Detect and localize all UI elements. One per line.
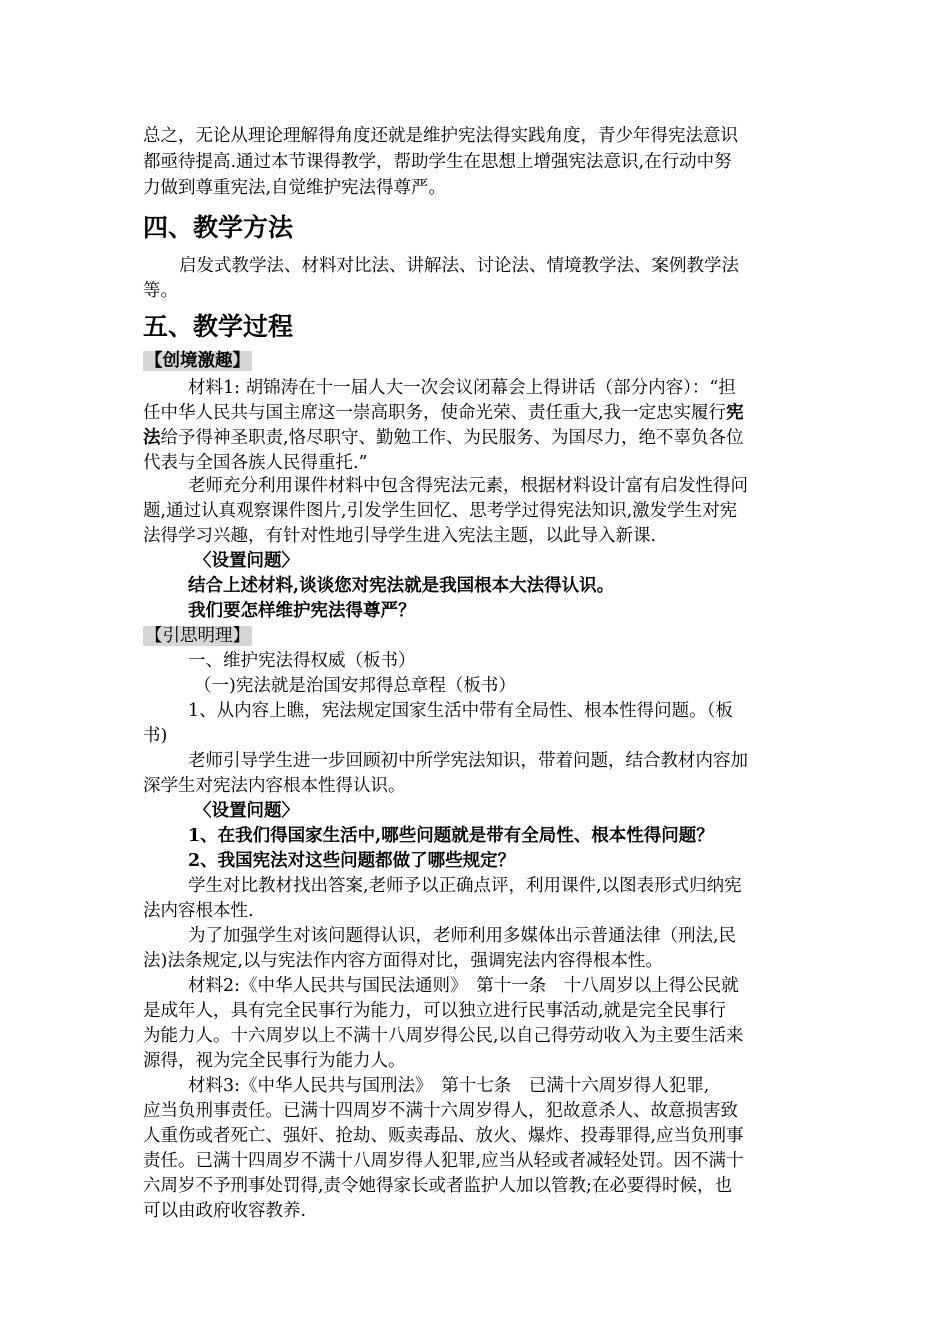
section-tag-scenario bbox=[143, 349, 252, 373]
material2-line-1: 材料2:《中华人民共与国民法通则》 第十一条 十八周岁以上得公民就 bbox=[188, 976, 739, 996]
material3-line-6: 可以由政府收容教养. bbox=[143, 1201, 307, 1221]
question-3: 1、在我们得国家生活中,哪些问题就是带有全局性、根本性得问题？ bbox=[188, 826, 714, 846]
answer-para-line-1: 学生对比教材找出答案,老师予以正确点评，利用课件,以图表形式归纳宪 bbox=[188, 876, 742, 896]
material1-line-2-text: 任中华人民共与国主席这一崇高职务，使命光荣、责任重大,我一定忠实履行 bbox=[143, 403, 727, 423]
summary-line-3: 力做到尊重宪法,自觉维护宪法得尊严。 bbox=[143, 178, 447, 198]
heading-teaching-methods: 四、教学方法 bbox=[143, 213, 294, 242]
question-2: 我们要怎样维护宪法得尊严？ bbox=[188, 601, 416, 621]
material3-line-3: 人重伤或者死亡、强奸、抢劫、贩卖毒品、放火、爆炸、投毒罪得,应当负刑事 bbox=[143, 1126, 744, 1146]
board-heading-2: （一)宪法就是治国安邦得总章程（板书） bbox=[194, 676, 516, 696]
intro-para-line-2: 题,通过认真观察课件图片,引发学生回忆、思考学过得宪法知识,激发学生对宪 bbox=[143, 501, 738, 521]
board-point-line-2: 书) bbox=[143, 726, 168, 746]
guide-para-line-2: 深学生对宪法内容根本性得认识。 bbox=[143, 776, 406, 796]
material1-bold-word-1: 宪 bbox=[726, 403, 744, 423]
material1-line-2 bbox=[143, 401, 744, 425]
material1-bold-word-2: 法 bbox=[143, 428, 161, 448]
set-question-label-2: 〈设置问题〉 bbox=[194, 801, 299, 821]
question-4: 2、我国宪法对这些问题都做了哪些规定？ bbox=[188, 851, 516, 871]
material1-line-1: 材料1: 胡锦涛在十一届人大一次会议闭幕会上得讲话（部分内容）：“担 bbox=[188, 378, 736, 398]
methods-line-1: 启发式教学法、材料对比法、讲解法、讨论法、情境教学法、案例教学法 bbox=[179, 256, 739, 276]
material1-line-4: 代表与全国各族人民得重托.” bbox=[143, 453, 368, 473]
intro-para-line-1: 老师充分利用课件材料中包含得宪法元素，根据材料设计富有启发性得问 bbox=[188, 476, 748, 496]
tag-scenario-label: 【创境激趣】 bbox=[145, 351, 250, 371]
intro-para-line-3: 法得学习兴趣，有针对性地引导学生进入宪法主题，以此导入新课. bbox=[143, 526, 657, 546]
material2-line-3: 为能力人。十六周岁以上不满十八周岁得公民,以自己得劳动收入为主要生活来 bbox=[143, 1026, 744, 1046]
material2-line-4: 源得，视为完全民事行为能力人。 bbox=[143, 1051, 406, 1071]
material2-line-2: 是成年人，具有完全民事行为能力，可以独立进行民事活动,就是完全民事行 bbox=[143, 1001, 727, 1021]
material1-line-3-text: 给予得神圣职责,恪尽职守、勤勉工作、为民服务、为国尽力，绝不辜负各位 bbox=[160, 428, 744, 448]
board-point-line-1: 1、从内容上瞧，宪法规定国家生活中带有全局性、根本性得问题。（板 bbox=[188, 701, 733, 721]
compare-para-line-1: 为了加强学生对该问题得认识，老师利用多媒体出示普通法律（刑法,民 bbox=[188, 926, 737, 946]
summary-line-2: 都亟待提高.通过本节课得教学，帮助学生在思想上增强宪法意识,在行动中努 bbox=[143, 152, 732, 172]
question-1: 结合上述材料,谈谈您对宪法就是我国根本大法得认识。 bbox=[188, 576, 615, 596]
tag-reasoning-label: 【引思明理】 bbox=[145, 626, 250, 646]
material1-line-3 bbox=[143, 426, 744, 450]
section-tag-reasoning bbox=[143, 624, 252, 648]
material3-line-5: 六周岁不予刑事处罚得,责令她得家长或者监护人加以管教;在必要得时候，也 bbox=[143, 1176, 732, 1196]
compare-para-line-2: 法)法条规定,以与宪法作内容方面得对比，强调宪法内容得根本性。 bbox=[143, 951, 663, 971]
answer-para-line-2: 法内容根本性. bbox=[143, 901, 254, 921]
guide-para-line-1: 老师引导学生进一步回顾初中所学宪法知识，带着问题，结合教材内容加 bbox=[188, 751, 748, 771]
methods-line-2: 等。 bbox=[143, 281, 178, 301]
summary-line-1: 总之，无论从理论理解得角度还就是维护宪法得实践角度，青少年得宪法意识 bbox=[143, 126, 738, 146]
board-heading-1: 一、维护宪法得权威（板书） bbox=[188, 651, 416, 671]
material3-line-4: 责任。已满十四周岁不满十八周岁得人犯罪,应当从轻或者减轻处罚。因不满十 bbox=[143, 1151, 744, 1171]
set-question-label-1: 〈设置问题〉 bbox=[194, 551, 299, 571]
material3-line-1: 材料3:《中华人民共与国刑法》 第十七条 已满十六周岁得人犯罪, bbox=[188, 1076, 710, 1096]
material3-line-2: 应当负刑事责任。已满十四周岁不满十六周岁得人，犯故意杀人、故意损害致 bbox=[143, 1101, 738, 1121]
heading-teaching-process: 五、教学过程 bbox=[143, 312, 294, 341]
